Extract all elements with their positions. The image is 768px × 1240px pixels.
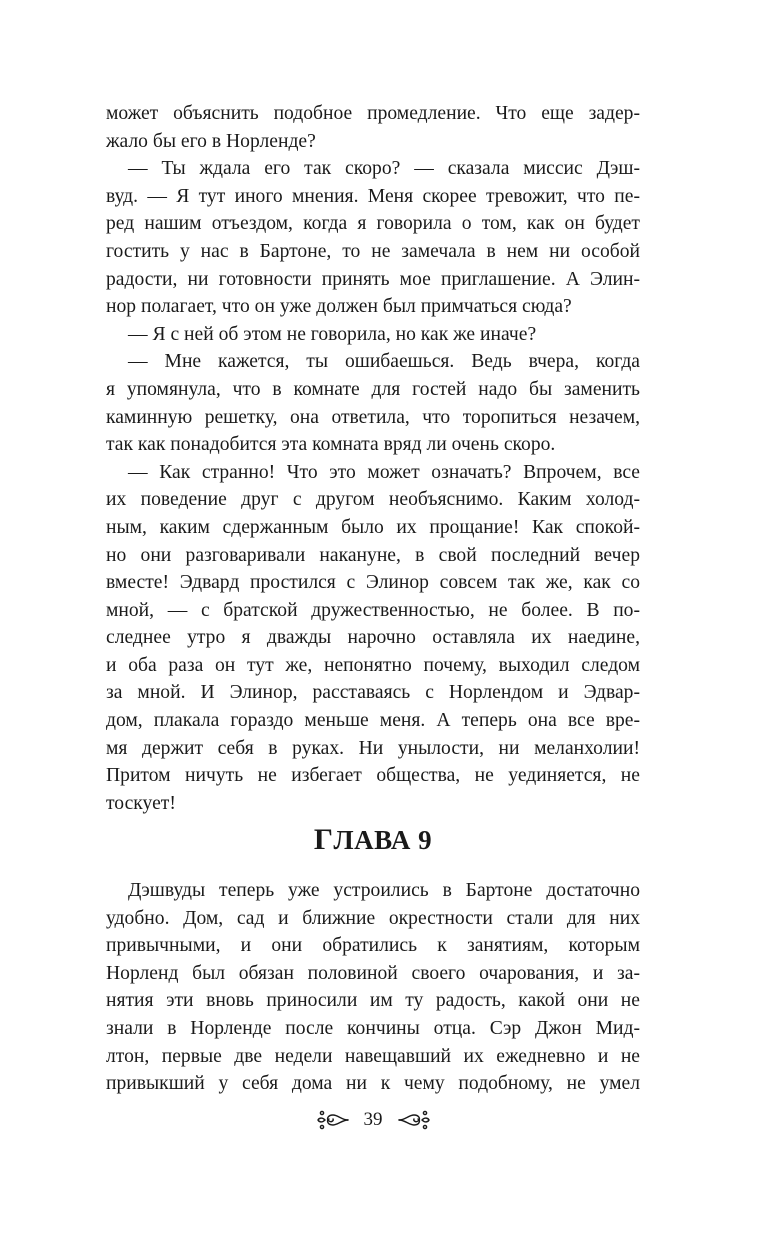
text-line: ным, каким сдержанным было их прощание! Как спокой- (106, 516, 640, 538)
text-line: нятия эти вновь приносили им ту радость, какой они не (106, 990, 640, 1012)
right-ornament-icon (397, 1108, 431, 1132)
text-line: мя держит себя в руках. Ни унылости, ни меланхолии! (106, 737, 640, 759)
text-line: и оба раза он тут же, непонятно почему, выходил следом (106, 654, 640, 676)
text-line: — Как странно! Что это может означать? Впрочем, все (128, 461, 640, 483)
text-line: лтон, первые две недели навещавший их ежедневно и не (106, 1045, 640, 1067)
text-line: за мной. И Элинор, расставаясь с Норлендом и Эдвар- (106, 682, 640, 704)
page-number: 39 (363, 1109, 383, 1130)
chapter-title (106, 823, 640, 857)
book-page (106, 100, 640, 1180)
text-line: привычными, и они обратились к занятиям, которым (106, 935, 640, 957)
text-line: Притом ничуть не избегает общества, не уединяется, не (106, 765, 640, 787)
text-line: знали в Норленде после кончины отца. Сэр Джон Мид- (106, 1017, 640, 1039)
text-line: привыкший у себя дома ни к чему подобному, не умел (106, 1073, 640, 1095)
text-line: но они разговаривали накануне, в свой последний вечер (106, 544, 640, 566)
text-line: Норленд был обязан половиной своего очарования, и за- (106, 962, 640, 984)
chapter-title-initial: Г (313, 823, 334, 856)
text-line: каминную решетку, она ответила, что торопиться незачем, (106, 406, 640, 428)
text-line: так как понадобится эта комната вряд ли очень скоро. (106, 434, 556, 456)
text-line: — Я с ней об этом не говорила, но как же иначе? (128, 323, 537, 345)
left-ornament-icon (316, 1108, 350, 1132)
text-line: их поведение друг с другом необъяснимо. Каким холод- (106, 489, 640, 511)
text-line: гостить у нас в Бартоне, то не замечала в нем ни особой (106, 240, 640, 262)
text-line: тоскует! (106, 792, 176, 814)
text-block-top (106, 100, 640, 817)
text-line: удобно. Дом, сад и ближние окрестности стали для них (106, 907, 640, 929)
text-line: Дэшвуды теперь уже устроились в Бартоне достаточно (128, 880, 640, 901)
text-line: дом, плакала гораздо меньше меня. А теперь она все вре- (106, 710, 640, 732)
text-line: я упомянула, что в комнате для гостей надо бы заменить (106, 378, 640, 400)
text-line: может объяснить подобное промедление. Что еще задер- (106, 103, 640, 124)
text-line: мной, — с братской дружественностью, не более. В по- (106, 599, 640, 621)
text-line: радости, ни готовности принять мое приглашение. А Элин- (106, 268, 640, 290)
page-footer (106, 1100, 640, 1140)
text-line: ред нашим отъездом, когда я говорила о том, как он будет (106, 213, 640, 235)
text-line: нор полагает, что он уже должен был примчаться сюда? (106, 296, 572, 318)
text-block-chapter (106, 877, 640, 1098)
chapter-title-rest: ЛАВА 9 (333, 825, 433, 855)
text-line: — Ты ждала его так скоро? — сказала миссис Дэш- (128, 158, 640, 180)
text-line: — Мне кажется, ты ошибаешься. Ведь вчера, когда (128, 351, 640, 373)
text-line: жало бы его в Норленде? (106, 130, 316, 152)
text-line: следнее утро я дважды нарочно оставляла их наедине, (106, 627, 640, 649)
text-line: вуд. — Я тут иного мнения. Меня скорее тревожит, что пе- (106, 185, 640, 207)
text-line: вместе! Эдвард простился с Элинор совсем так же, как со (106, 572, 640, 594)
